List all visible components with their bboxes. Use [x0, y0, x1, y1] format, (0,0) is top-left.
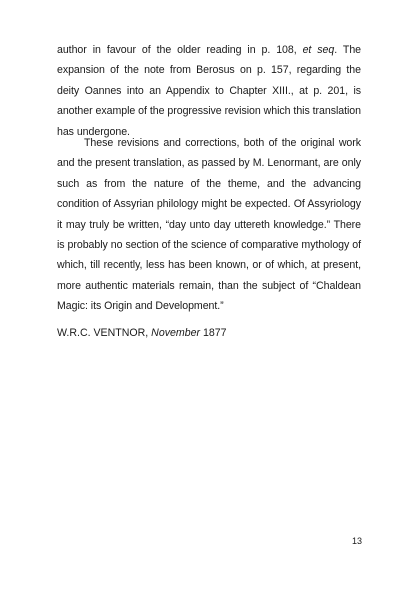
signature-name: W.R.C. VENTNOR, — [57, 327, 152, 339]
paragraph-continuation — [57, 40, 361, 142]
signature-year: 1877 — [200, 327, 227, 339]
signature-line — [57, 323, 227, 343]
paragraph-revisions — [57, 133, 361, 317]
paragraph-1-text-start: author in favour of the older reading in p. 108, — [57, 44, 303, 56]
paragraph-2: These revisions and corrections, both of the original work and the present translation, as passed by M. Lenormant, are only such as from the nature of the theme, and the advancing condition of Assyrian philology might be expected. Of Assyriology it may truly be written, “day unto day uttereth knowledge.” There is probably no section of the science of comparative mythology of which, till recently, less has been known, or of which, at present, more authentic materials remain, than the subject of “Chaldean Magic: its Origin and Development.” — [57, 137, 361, 313]
paragraph-1-text-end: . The expansion of the note from Berosus on p. 157, regarding the deity Oannes into an Appendix to Chapter XIII., at p. 201, is another example of the progressive revision which this translation has undergone. — [57, 44, 362, 138]
paragraph-1 — [57, 40, 361, 142]
signature-month: November — [151, 327, 201, 339]
page-number: 13 — [352, 536, 363, 546]
paragraph-1-italic-et-seq: et seq — [302, 44, 335, 56]
